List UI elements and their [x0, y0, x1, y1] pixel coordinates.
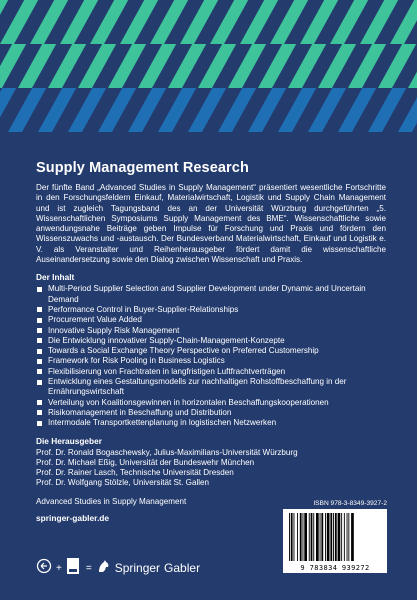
plus-sign: +: [56, 562, 62, 574]
banner-stripe: [158, 88, 196, 132]
banner-stripe: [68, 88, 106, 132]
contents-item: Die Entwicklung innovativer Supply-Chain-Management-Konzepte: [36, 336, 386, 346]
barcode-bar: [351, 513, 354, 561]
contents-item: Risikomanagement in Beschaffung und Distribution: [36, 408, 386, 418]
contents-item: Flexibilisierung von Frachtraten in langfristigen Luftfrachtverträgen: [36, 367, 386, 377]
springer-logo-text: Springer: [114, 561, 161, 575]
barcode-bar: [303, 513, 304, 561]
series-name: Advanced Studies in Supply Management: [36, 496, 187, 506]
banner-stripe: [198, 44, 236, 88]
banner-stripe: [138, 44, 176, 88]
barcode-bar: [309, 513, 310, 561]
gabler-logo-text: Gabler: [164, 561, 201, 575]
book-description: Der fünfte Band „Advanced Studies in Supply Management“ präsentiert wesentliche Fortschritte in den Forschungsfeldern Einkauf, Materialwirtschaft, Logistik und Supply Chain Management und ist zugleich Tagungsband des an der Universität Würzburg durchgeführten „5. Wissenschaftlichen Symposiums Supply Management des BME“. Wissenschaftliche sowie anwendungsnahe Beiträge geben Impulse für Forschung und Praxis und fördern den Wissenszuwachs und -austausch. Der Bundesverband Materialwirtschaft, Einkauf und Logistik e. V. als Veranstalter und Reihenherausgeber fördert damit die wissenschaftliche Auseinandersetzung sowie den Dialog zwischen Wissenschaft und Praxis.: [36, 183, 386, 265]
banner-stripe: [108, 44, 146, 88]
editors-list: [36, 448, 386, 489]
editors-heading: Die Herausgeber: [36, 435, 102, 446]
barcode-bar: [327, 513, 330, 561]
editor-line: Prof. Dr. Rainer Lasch, Technische Universität Dresden: [36, 468, 234, 478]
banner-stripe: [48, 44, 86, 88]
isbn-block: [283, 500, 387, 573]
equals-sign: =: [85, 562, 92, 574]
contents-item: Towards a Social Exchange Theory Perspective on Preferred Customership: [36, 346, 386, 356]
banner-stripe: [98, 88, 136, 132]
barcode-bar: [321, 513, 323, 561]
banner-stripe: [18, 44, 56, 88]
banner-stripe: [218, 88, 256, 132]
contents-item: Intermodale Transportkettenplanung in logistischen Netzwerken: [36, 418, 386, 428]
online-icon: [66, 557, 80, 580]
contents-list: [36, 284, 386, 428]
banner-stripe: [8, 88, 46, 132]
stripe-pattern: [0, 0, 417, 132]
banner-stripe: [188, 88, 226, 132]
isbn-number: ISBN 978-3-8349-3927-2: [313, 500, 387, 507]
barcode-bar: [320, 513, 321, 561]
banner-stripe: [168, 44, 206, 88]
editor-line: Prof. Dr. Wolfgang Stölzle, Universität St. Gallen: [36, 478, 210, 488]
barcode-bar: [316, 513, 319, 561]
banner-stripe: [318, 44, 356, 88]
barcode-bar: [335, 513, 337, 561]
banner-stripe: [330, 0, 368, 44]
ebook-icon: [36, 558, 52, 579]
banner-stripe: [300, 0, 338, 44]
banner-stripe: [270, 0, 308, 44]
barcode-bar: [289, 513, 290, 561]
banner-stripe: [38, 88, 76, 132]
banner-stripe: [240, 0, 278, 44]
contents-heading: Der Inhalt: [36, 272, 75, 283]
barcode-bar: [338, 513, 341, 561]
contents-item: Multi-Period Supplier Selection and Supplier Development under Dynamic and Uncertain Demand: [36, 284, 386, 305]
banner-stripe: [0, 0, 38, 44]
banner-stripe: [288, 44, 326, 88]
barcode-bar: [347, 513, 348, 561]
barcode-digits: 9 783834 939272: [300, 564, 370, 572]
cover-banner: [0, 0, 417, 132]
banner-stripe: [128, 88, 166, 132]
barcode-bar: [348, 513, 349, 561]
barcode-bar: [344, 513, 345, 561]
banner-stripe: [248, 88, 286, 132]
barcode-bar: [300, 513, 302, 561]
contents-item: Performance Control in Buyer-Supplier-Relationships: [36, 305, 386, 315]
contents-item: Innovative Supply Risk Management: [36, 326, 386, 336]
barcode-bar: [294, 513, 295, 561]
banner-stripe: [150, 0, 188, 44]
publisher-website[interactable]: springer-gabler.de: [36, 513, 110, 523]
banner-stripe: [278, 88, 316, 132]
banner-stripe: [360, 0, 398, 44]
publisher-logos: [36, 558, 200, 578]
barcode-bar: [333, 513, 334, 561]
banner-stripe: [258, 44, 296, 88]
barcode: [283, 509, 387, 573]
contents-item: Framework for Risk Pooling in Business Logistics: [36, 356, 386, 366]
banner-stripe: [120, 0, 158, 44]
barcode-bar: [311, 513, 313, 561]
barcode-bar: [291, 513, 293, 561]
barcode-bar: [297, 513, 298, 561]
springer-horse-icon: [96, 558, 112, 579]
barcode-bar: [330, 513, 332, 561]
banner-stripe: [228, 44, 266, 88]
banner-stripe: [378, 44, 416, 88]
barcode-bar: [313, 513, 314, 561]
contents-item: Procurement Value Added: [36, 315, 386, 325]
stripe-group: [0, 0, 417, 132]
contents-item: Verteilung von Koalitionsgewinnen in horizontalen Beschaffungskooperationen: [36, 398, 386, 408]
contents-item: Entwicklung eines Gestaltungsmodells zur nachhaltigen Rohstoffbeschaffung in der Ernährungswirtschaft: [36, 377, 386, 398]
banner-stripe: [338, 88, 376, 132]
banner-stripe: [348, 44, 386, 88]
back-cover-content: [36, 160, 386, 506]
editor-line: Prof. Dr. Michael Eßig, Universität der Bundeswehr München: [36, 457, 255, 467]
banner-stripe: [60, 0, 98, 44]
banner-stripe: [78, 44, 116, 88]
barcode-bar: [304, 513, 307, 561]
banner-stripe: [90, 0, 128, 44]
banner-stripe: [30, 0, 68, 44]
banner-stripe: [210, 0, 248, 44]
banner-stripe: [180, 0, 218, 44]
editor-line: Prof. Dr. Ronald Bogaschewsky, Julius-Maximilians-Universität Würzburg: [36, 447, 298, 457]
banner-stripe: [368, 88, 406, 132]
book-title: Supply Management Research: [36, 160, 249, 176]
banner-stripe: [308, 88, 346, 132]
barcode-bar: [341, 513, 342, 561]
barcode-bar: [325, 513, 326, 561]
